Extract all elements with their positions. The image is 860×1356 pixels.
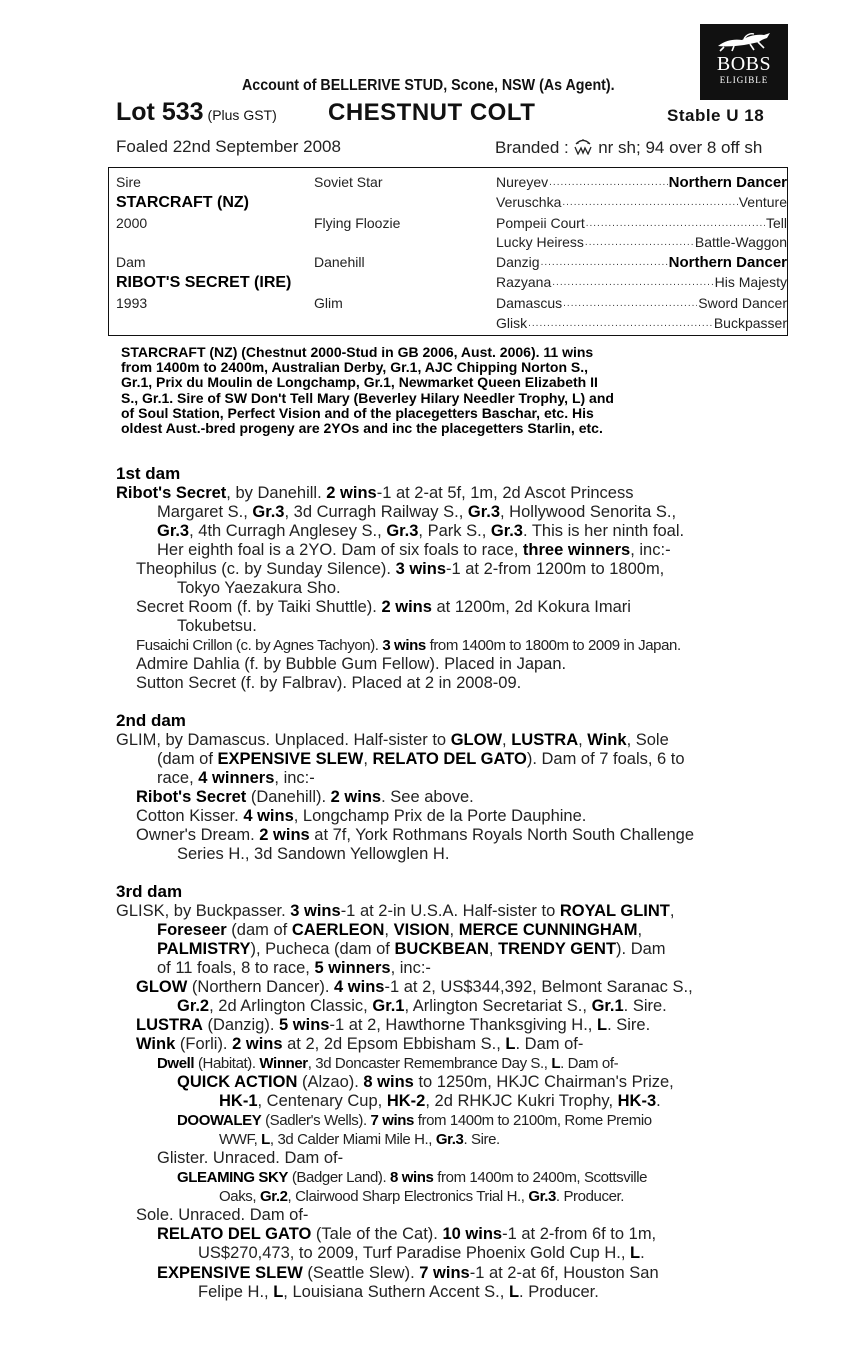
first-dam-line: Secret Room (f. by Taiki Shuttle). 2 wins at 1200m, 2d Kokura Imari: [136, 598, 631, 616]
sire-summary: [121, 345, 786, 436]
third-dam-line: PALMISTRY), Pucheca (dam of BUCKBEAN, TRENDY GENT). Dam: [157, 940, 666, 958]
branded-text: nr sh; 94 over 8 off sh: [598, 138, 763, 157]
third-dam-line: RELATO DEL GATO (Tale of the Cat). 10 wins-1 at 2-from 6f to 1m,: [157, 1225, 657, 1243]
logo-subtext: ELIGIBLE: [719, 75, 769, 85]
plus-gst-note: (Plus GST): [207, 107, 277, 123]
lot-title: CHESTNUT COLT: [328, 99, 536, 126]
ancestor-name: Pompeii Court: [496, 215, 585, 231]
ancestor-row: [496, 273, 787, 292]
ancestor-name: Damascus: [496, 295, 563, 311]
second-dam-line: race, 4 winners, inc:-: [157, 769, 315, 787]
third-dam-line: GLISK, by Buckpasser. 3 wins-1 at 2-in U.S.A. Half-sister to ROYAL GLINT,: [116, 902, 675, 920]
first-dam-line: Gr.3, 4th Curragh Anglesey S., Gr.3, Park S., Gr.3. This is her ninth foal.: [157, 522, 685, 540]
summary-line: STARCRAFT (NZ) (Chestnut 2000-Stud in GB 2006, Aust. 2006). 11 wins: [121, 344, 594, 360]
dam-label: Dam: [116, 254, 146, 270]
ancestor-row: [496, 173, 787, 192]
ancestor-name: Lucky Heiress: [496, 234, 584, 250]
stable-number: Stable U 18: [667, 106, 765, 125]
first-dam-heading: 1st dam: [116, 464, 181, 483]
ancestor-row: [496, 214, 787, 233]
logo-text: BOBS: [716, 53, 772, 75]
lot-label: Lot 533: [116, 98, 204, 126]
third-dam-line: WWF, L, 3d Calder Miami Mile H., Gr.3. Sire.: [219, 1131, 500, 1148]
vendor-account: Account of BELLERIVE STUD, Scone, NSW (As Agent).: [242, 77, 615, 94]
brand-mark-icon: [573, 137, 593, 155]
sire-dam: Flying Floozie: [314, 215, 401, 231]
first-dam-line: Tokyo Yaezakura Sho.: [177, 579, 341, 597]
ancestor-sire: Battle-Waggon: [694, 234, 787, 250]
dam-sire: Danehill: [314, 254, 365, 270]
ancestor-name: Nureyev: [496, 174, 549, 190]
ancestor-sire: Buckpasser: [713, 315, 787, 331]
third-dam-line: Glister. Unraced. Dam of-: [157, 1149, 344, 1167]
lot-number: [116, 98, 277, 127]
ancestor-row: [496, 253, 787, 272]
bobs-eligible-logo: [700, 24, 788, 100]
ancestor-row: [496, 233, 787, 252]
first-dam-line: Fusaichi Crillon (c. by Agnes Tachyon). 3 wins from 1400m to 1800m to 2009 in Japan.: [136, 637, 681, 654]
first-dam-line: Tokubetsu.: [177, 617, 257, 635]
ancestor-row: [496, 314, 787, 333]
third-dam-heading: 3rd dam: [116, 882, 183, 901]
racehorse-icon: [714, 30, 774, 52]
branded-label: Branded :: [495, 138, 569, 157]
first-dam-line: Margaret S., Gr.3, 3d Curragh Railway S., Gr.3, Hollywood Senorita S.,: [157, 503, 677, 521]
summary-line: of Soul Station, Perfect Vision and of the placegetters Baschar, etc. His: [121, 404, 594, 421]
third-dam-line: HK-1, Centenary Cup, HK-2, 2d RHKJC Kukri Trophy, HK-3.: [219, 1092, 661, 1110]
third-dam-line: LUSTRA (Danzig). 5 wins-1 at 2, Hawthorne Thanksgiving H., L. Sire.: [136, 1016, 651, 1034]
second-dam-line: (dam of EXPENSIVE SLEW, RELATO DEL GATO). Dam of 7 foals, 6 to: [157, 750, 685, 768]
third-dam-line: of 11 foals, 8 to race, 5 winners, inc:-: [157, 959, 431, 977]
third-dam-line: Sole. Unraced. Dam of-: [136, 1206, 309, 1224]
third-dam-line: DOOWALEY (Sadler's Wells). 7 wins from 1400m to 2100m, Rome Premio: [177, 1112, 652, 1129]
first-dam-line: Her eighth foal is a 2YO. Dam of six foals to race, three winners, inc:-: [157, 541, 671, 559]
summary-line: Gr.1, Prix du Moulin de Longchamp, Gr.1, Newmarket Queen Elizabeth II: [121, 374, 598, 391]
ancestor-sire: Northern Dancer: [668, 174, 787, 191]
ancestor-sire: Tell: [765, 215, 787, 231]
second-dam-line: Ribot's Secret (Danehill). 2 wins. See above.: [136, 788, 474, 806]
summary-line: S., Gr.1. Sire of SW Don't Tell Mary (Beverley Hilary Needler Trophy, L) and: [121, 389, 614, 406]
brand-info: [495, 137, 762, 158]
third-dam-line: Wink (Forli). 2 wins at 2, 2d Epsom Ebbisham S., L. Dam of-: [136, 1035, 584, 1053]
foaled-date: Foaled 22nd September 2008: [116, 137, 341, 156]
third-dam-line: Foreseer (dam of CAERLEON, VISION, MERCE CUNNINGHAM,: [157, 921, 643, 939]
ancestor-sire: Sword Dancer: [698, 295, 787, 311]
summary-line: oldest Aust.-bred progeny are 2YOs and inc the placegetters Starlin, etc.: [121, 420, 603, 437]
sire-name: STARCRAFT (NZ): [116, 194, 250, 211]
ancestor-name: Danzig: [496, 254, 540, 270]
sire-year: 2000: [116, 215, 148, 231]
third-dam-line: Gr.2, 2d Arlington Classic, Gr.1, Arlington Secretariat S., Gr.1. Sire.: [177, 997, 667, 1015]
dam-dam: Glim: [314, 295, 343, 311]
third-dam-line: EXPENSIVE SLEW (Seattle Slew). 7 wins-1 at 2-at 6f, Houston San: [157, 1264, 659, 1282]
ancestor-name: Razyana: [496, 274, 552, 290]
first-dam-line: Admire Dahlia (f. by Bubble Gum Fellow). Placed in Japan.: [136, 655, 567, 673]
ancestor-sire: Northern Dancer: [668, 254, 787, 271]
third-dam-line: Dwell (Habitat). Winner, 3d Doncaster Remembrance Day S., L. Dam of-: [157, 1055, 619, 1072]
pedigree-table: [108, 167, 788, 336]
third-dam-line: QUICK ACTION (Alzao). 8 wins to 1250m, HKJC Chairman's Prize,: [177, 1073, 674, 1091]
ancestor-sire: Venture: [738, 194, 787, 210]
third-dam-line: US$270,473, to 2009, Turf Paradise Phoenix Gold Cup H., L.: [198, 1244, 645, 1262]
third-dam-line: GLEAMING SKY (Badger Land). 8 wins from 1400m to 2400m, Scottsville: [177, 1169, 648, 1186]
second-dam-line: Cotton Kisser. 4 wins, Longchamp Prix de la Porte Dauphine.: [136, 807, 587, 825]
summary-line: from 1400m to 2400m, Australian Derby, Gr.1, AJC Chipping Norton S.,: [121, 359, 589, 376]
second-dam-heading: 2nd dam: [116, 711, 186, 730]
second-dam-line: Series H., 3d Sandown Yellowglen H.: [177, 845, 450, 863]
dam-year: 1993: [116, 295, 148, 311]
dam-name: RIBOT'S SECRET (IRE): [116, 274, 292, 291]
third-dam-line: Oaks, Gr.2, Clairwood Sharp Electronics Trial H., Gr.3. Producer.: [219, 1188, 625, 1205]
first-dam-line: Theophilus (c. by Sunday Silence). 3 wins-1 at 2-from 1200m to 1800m,: [136, 560, 665, 578]
sire-sire: Soviet Star: [314, 174, 383, 190]
ancestor-row: [496, 193, 787, 212]
first-dam-line: Ribot's Secret, by Danehill. 2 wins-1 at 2-at 5f, 1m, 2d Ascot Princess: [116, 484, 634, 502]
first-dam-line: Sutton Secret (f. by Falbrav). Placed at 2 in 2008-09.: [136, 674, 522, 692]
sire-label: Sire: [116, 174, 141, 190]
third-dam-line: Felipe H., L, Louisiana Suthern Accent S., L. Producer.: [198, 1283, 599, 1301]
ancestor-name: Glisk: [496, 315, 528, 331]
third-dam-line: GLOW (Northern Dancer). 4 wins-1 at 2, US$344,392, Belmont Saranac S.,: [136, 978, 693, 996]
second-dam-line: Owner's Dream. 2 wins at 7f, York Rothmans Royals North South Challenge: [136, 826, 695, 844]
second-dam-line: GLIM, by Damascus. Unplaced. Half-sister to GLOW, LUSTRA, Wink, Sole: [116, 731, 669, 749]
ancestor-name: Veruschka: [496, 194, 562, 210]
ancestor-row: [496, 294, 787, 313]
ancestor-sire: His Majesty: [714, 274, 787, 290]
